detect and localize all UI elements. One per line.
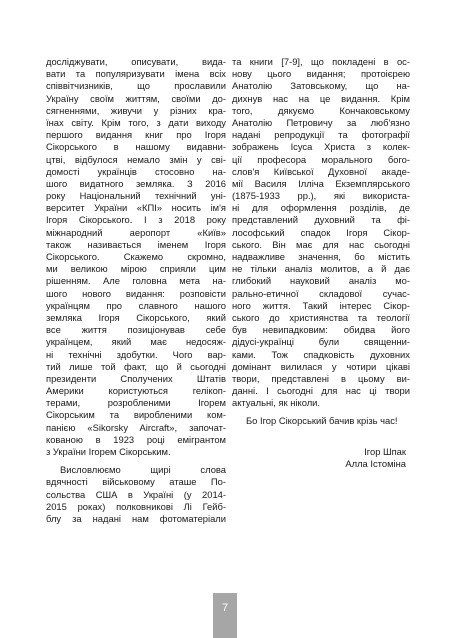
text-line: данні. І сьогодні для нас ці твори <box>232 385 410 397</box>
text-line: ми великою мірою сприяли цим <box>46 263 226 275</box>
left-paragraph-2-cont <box>46 476 226 525</box>
text-line: досліджувати, описувати, вида- <box>46 56 226 67</box>
text-line: ції професора морального бого- <box>232 153 410 165</box>
left-paragraph-2 <box>46 464 226 476</box>
text-line: зображень Ісуса Христа з колек- <box>232 141 410 153</box>
text-line: українцем, який має недосяж- <box>46 336 226 348</box>
text-line: сягненнями, живучи у різних кра- <box>46 104 226 116</box>
text-line: Анатолію Петровичу за люб'язно <box>232 116 410 128</box>
text-line: співвітчизників, що прославили <box>46 80 226 92</box>
text-line: верситет України «КПІ» носить ім'я <box>46 202 226 214</box>
text-line: Америки користуються гелікоп- <box>46 385 226 397</box>
text-line: панією «Sikorsky Aircraft», започат- <box>46 421 226 433</box>
text-line: (1875-1933 рр.), які використа- <box>232 190 410 202</box>
text-line: з України Ігорем Сікорським. <box>46 446 171 457</box>
text-line: 2015 роках) полковникові Лі Гейб- <box>46 500 226 512</box>
text-line: не тільки аналіз молитов, а й дає <box>232 263 410 275</box>
text-line: Анатолію Затовському, що на- <box>232 80 410 92</box>
text-line: блу за надані нам фотоматеріали <box>46 512 226 524</box>
text-line: та книги [7-9], що покладені в ос- <box>232 56 410 67</box>
text-line: ського до християнства та теології <box>232 311 410 323</box>
text-line: шого нового видання: розповісти <box>46 287 226 299</box>
text-line: глибокий науковий аналіз мо- <box>232 275 410 287</box>
text-line: ського. Він має для нас сьогодні <box>232 238 410 250</box>
page-number: 7 <box>221 602 229 614</box>
text-line: шого видатного земляка. З 2016 <box>46 177 226 189</box>
text-line: їнах світу. Крім того, з дати виходу <box>46 116 226 128</box>
text-line: вдячності військовому аташе По- <box>46 476 226 488</box>
text-line: дихнув нас на це видання. Крім <box>232 92 410 104</box>
text-line: домості українців стосовно на- <box>46 165 226 177</box>
text-line: рально-етичної складової сучас- <box>232 287 410 299</box>
text-line: мії Василя Ілліча Екземплярського <box>232 177 410 189</box>
signatures <box>232 446 410 470</box>
closing-line <box>232 415 410 427</box>
text-line: Україну своїм життям, своїми до- <box>46 92 226 104</box>
text-line: лософський спадок Ігоря Сікор- <box>232 226 410 238</box>
text-line: надважливе значення, бо містить <box>232 251 410 262</box>
text-line: ні для оформлення розділів, де <box>232 202 410 214</box>
text-line: актуальні, як ніколи. <box>232 397 321 409</box>
text-line: кованою в 1923 році емігрантом <box>46 433 226 445</box>
signature-name: Алла Істоміна <box>345 457 406 469</box>
left-column <box>46 56 226 525</box>
text-line: Сікорського. Скажемо скромно, <box>46 251 226 262</box>
text-line: надані репродукції та фотографії <box>232 129 410 141</box>
text-line: твори, представлені в цьому ви- <box>232 372 410 384</box>
text-line: українцям про славного нашого <box>46 299 226 311</box>
text-line: цтві, відбулося немало змін у сві- <box>46 153 226 165</box>
right-column <box>232 56 410 470</box>
text-line: Бо Ігор Сікорський бачив крізь час! <box>246 415 398 427</box>
text-line: ні технічні здобутки. Чого вар- <box>46 348 226 360</box>
text-line: Сікорським та виробленими ком- <box>46 409 226 421</box>
text-line: Ігоря Сікорського. І з 2018 року <box>46 214 226 226</box>
text-line: домінант вилилася у чотири цікаві <box>232 360 410 372</box>
text-line: рішенням. Але головна мета на- <box>46 275 226 287</box>
text-line: слов'я Київської Духовної акаде- <box>232 165 410 177</box>
text-line: дідусі-українці були священни- <box>232 336 410 348</box>
right-paragraph-1 <box>232 56 410 409</box>
text-line: міжнародний аеропорт «Київ» <box>46 226 226 238</box>
text-line: все життя позиціонував себе <box>46 324 226 336</box>
text-line: нову цього видання; протоієрею <box>232 68 410 80</box>
text-line: року Національний технічний уні- <box>46 190 226 202</box>
text-line: президенти Сполучених Штатів <box>46 372 226 384</box>
text-line: тий лише той факт, що й сьогодні <box>46 360 226 372</box>
text-line: вати та популяризувати імена всіх <box>46 68 226 80</box>
text-line: Висловлюємо щирі слова <box>60 464 226 476</box>
text-line: того, дякуємо Кончаковському <box>232 104 410 116</box>
left-paragraph-1 <box>46 56 226 458</box>
text-line: сольства США в Україні (у 2014- <box>46 488 226 500</box>
text-line: першого видання книг про Ігоря <box>46 129 226 141</box>
text-line: ного життя. Такий інтерес Сікор- <box>232 299 410 311</box>
signature-name: Ігор Шпак <box>364 445 406 457</box>
text-line: ками. Тож спадковість духовних <box>232 348 410 360</box>
page-number-tab <box>213 593 237 638</box>
text-line: земляка Ігоря Сікорського, який <box>46 311 226 323</box>
text-line: також називається іменем Ігоря <box>46 238 226 250</box>
text-line: був невипадковим: обидва його <box>232 324 410 336</box>
text-line: представлений духовний та фі- <box>232 214 410 226</box>
text-line: терами, розробленими Ігорем <box>46 397 226 409</box>
text-line: Сікорського в нашому видавни- <box>46 141 226 153</box>
